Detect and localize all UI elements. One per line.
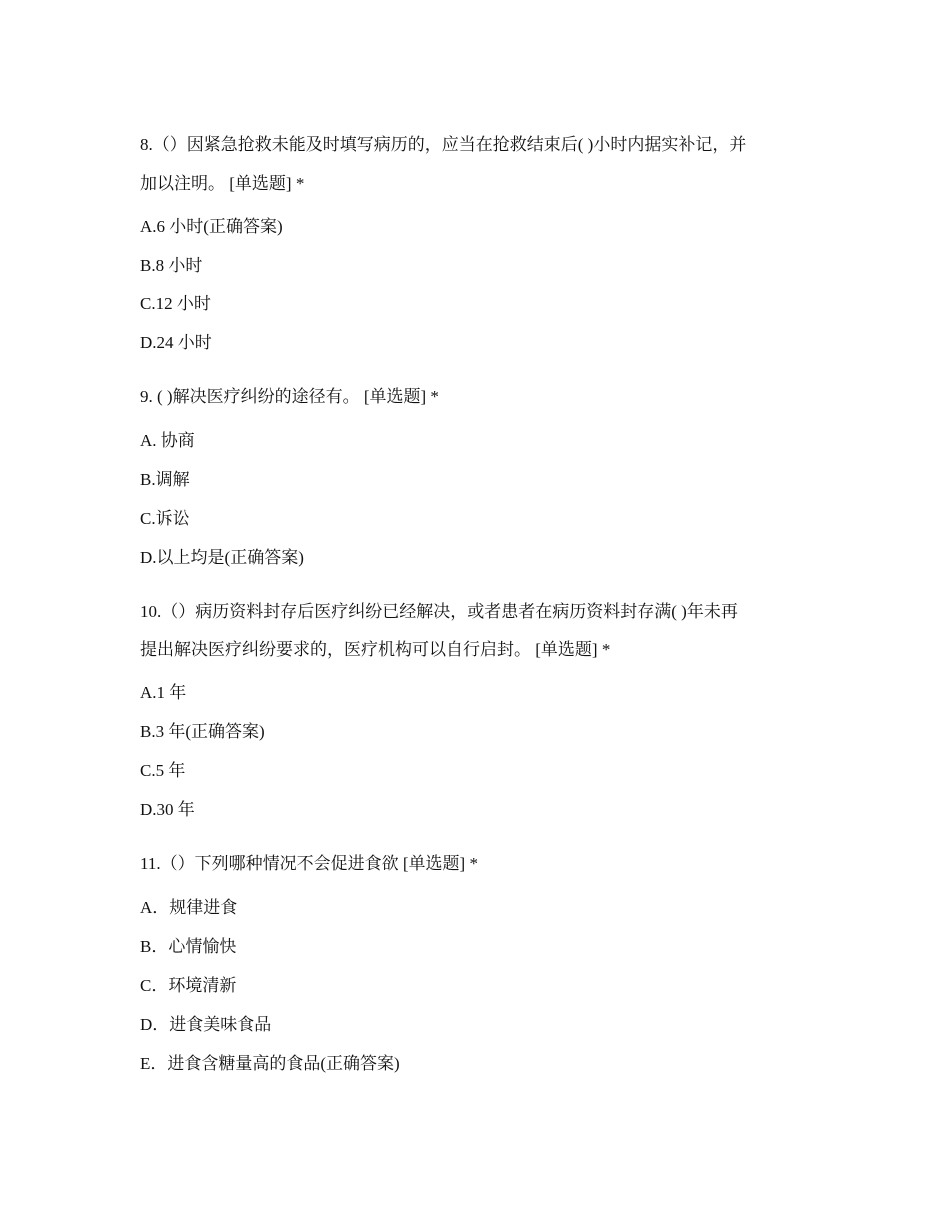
question-8-text-line-2: 加以注明。 [单选题] *	[140, 174, 305, 193]
question-10-text-line-2: 提出解决医疗纠纷要求的，医疗机构可以自行启封。 [单选题] *	[140, 640, 611, 659]
question-8-option-a: A.6 小时(正确答案)	[140, 217, 283, 236]
question-11-text-line-1: 11.（）下列哪种情况不会促进食欲 [单选题] *	[140, 854, 478, 873]
question-11-option-c: C．环境清新	[140, 976, 237, 995]
question-9-text-line-1: 9. ( )解决医疗纠纷的途径有。 [单选题] *	[140, 387, 439, 406]
question-8-option-b: B.8 小时	[140, 256, 203, 275]
question-9-option-d: D.以上均是(正确答案)	[140, 548, 304, 567]
question-8-option-c: C.12 小时	[140, 294, 211, 313]
question-11-option-a: A．规律进食	[140, 898, 238, 917]
question-11-option-d: D．进食美味食品	[140, 1015, 272, 1034]
question-10-option-a: A.1 年	[140, 683, 187, 702]
question-8-text-line-1: 8.（）因紧急抢救未能及时填写病历的，应当在抢救结束后( )小时内据实补记，并	[140, 135, 747, 154]
question-8-option-d: D.24 小时	[140, 333, 212, 352]
question-10-option-d: D.30 年	[140, 800, 195, 819]
question-10-text-line-1: 10.（）病历资料封存后医疗纠纷已经解决，或者患者在病历资料封存满( )年未再	[140, 602, 738, 621]
question-11-option-e: E．进食含糖量高的食品(正确答案)	[140, 1054, 400, 1073]
question-9-option-b: B.调解	[140, 470, 190, 489]
question-10-option-b: B.3 年(正确答案)	[140, 722, 265, 741]
question-9-option-c: C.诉讼	[140, 509, 190, 528]
question-10-option-c: C.5 年	[140, 761, 186, 780]
question-11-option-b: B．心情愉快	[140, 937, 237, 956]
question-9-option-a: A. 协商	[140, 431, 195, 450]
